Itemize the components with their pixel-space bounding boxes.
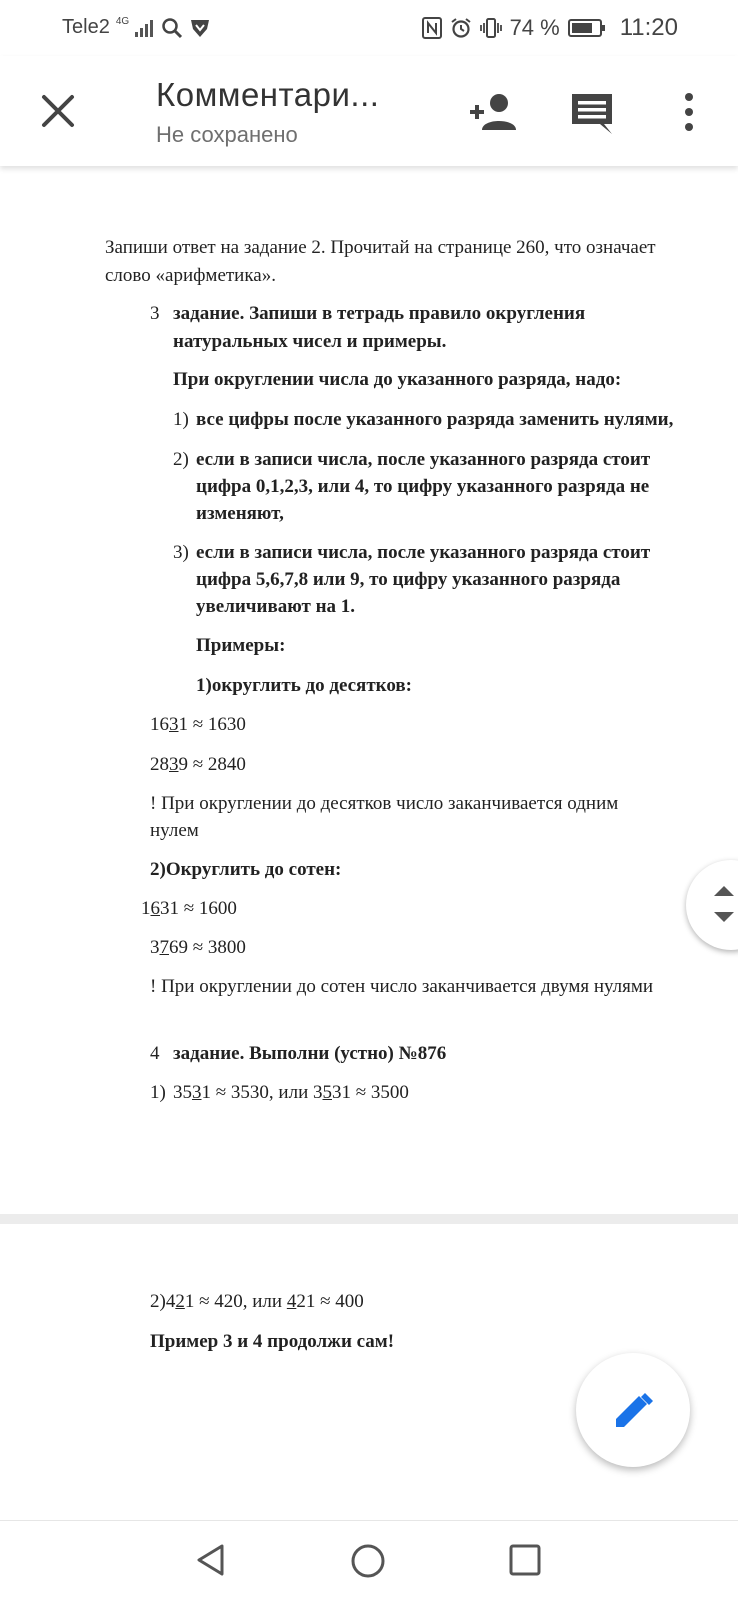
signal-icon xyxy=(135,19,155,37)
alarm-icon xyxy=(450,17,472,39)
shield-icon xyxy=(189,17,211,39)
share-button[interactable] xyxy=(468,92,518,132)
rule3-line-3: увеличивают на 1. xyxy=(196,596,356,617)
rule1-line-1: все цифры после указанного разряда заменить нулями, xyxy=(196,409,674,430)
close-button[interactable] xyxy=(38,91,78,131)
clock: 11:20 xyxy=(619,14,678,41)
page-separator xyxy=(0,1214,738,1224)
rule2-line-3: изменяют, xyxy=(196,503,284,524)
page2-final-note: Пример 3 и 4 продолжи сам! xyxy=(150,1331,395,1352)
more-options-button[interactable] xyxy=(682,92,696,132)
status-left xyxy=(62,16,211,39)
examples-heading: Примеры: xyxy=(196,635,286,656)
status-bar xyxy=(0,0,738,56)
save-status: Не сохранено xyxy=(156,122,298,147)
intro-line-2: слово «арифметика». xyxy=(105,265,276,286)
edit-pencil-icon xyxy=(613,1390,653,1430)
page2-example2: 2)421 ≈ 420, или 421 ≈ 400 xyxy=(150,1291,364,1312)
vibrate-icon xyxy=(480,17,502,39)
chevron-up-icon xyxy=(712,884,736,898)
chevron-down-icon xyxy=(712,910,736,924)
close-icon xyxy=(38,91,78,131)
task3-line-2: натуральных чисел и примеры. xyxy=(173,331,447,352)
example2a: 1631 ≈ 1600 xyxy=(141,898,237,919)
task4-number: 4 xyxy=(150,1043,160,1064)
network-type: 4G xyxy=(115,15,130,27)
task4-example1-number: 1) xyxy=(150,1082,166,1103)
rule1-number: 1) xyxy=(173,409,189,430)
edit-fab-button[interactable] xyxy=(576,1353,690,1467)
home-circle-icon[interactable] xyxy=(350,1543,386,1579)
battery-icon xyxy=(568,18,606,38)
comments-button[interactable] xyxy=(570,92,614,136)
task4-text: задание. Выполни (устно) №876 xyxy=(173,1043,447,1064)
example1-heading: 1)округлить до десятков: xyxy=(196,675,412,696)
rule3-line-1: если в записи числа, после указанного разряда стоит xyxy=(196,542,651,563)
system-nav-bar xyxy=(0,1520,738,1599)
rule2-line-1: если в записи числа, после указанного разряда стоит xyxy=(196,449,651,470)
task3-number: 3 xyxy=(150,303,160,324)
intro-line-1: Запиши ответ на задание 2. Прочитай на странице 260, что означает xyxy=(105,237,656,258)
comments-icon xyxy=(570,92,614,136)
task3-line-1: задание. Запиши в тетрадь правило округления xyxy=(173,303,586,324)
rule2-line-2: цифра 0,1,2,3, или 4, то цифру указанного разряда не xyxy=(196,476,650,497)
example2b: 3769 ≈ 3800 xyxy=(150,937,246,958)
rule3-number: 3) xyxy=(173,542,189,563)
document-page-1[interactable] xyxy=(0,168,738,1214)
add-person-icon xyxy=(468,92,518,132)
more-vert-icon xyxy=(682,92,696,132)
example1b: 2839 ≈ 2840 xyxy=(150,754,246,775)
task4-example1: 3531 ≈ 3530, или 3531 ≈ 3500 xyxy=(173,1082,409,1103)
note1-line-2: нулем xyxy=(150,820,199,841)
app-bar xyxy=(0,56,738,166)
rule3-line-2: цифра 5,6,7,8 или 9, то цифру указанного разряда xyxy=(196,569,621,590)
recent-square-icon[interactable] xyxy=(508,1543,542,1577)
document-title: Комментари... xyxy=(156,76,380,113)
search-icon xyxy=(161,17,183,39)
rule-intro: При округлении числа до указанного разряда, надо: xyxy=(173,369,622,390)
status-right xyxy=(422,14,678,42)
nfc-icon xyxy=(422,17,442,39)
note1-line-1: ! При округлении до десятков число заканчивается одним xyxy=(150,793,619,814)
example1a: 1631 ≈ 1630 xyxy=(150,714,246,735)
back-triangle-icon[interactable] xyxy=(194,1543,228,1577)
example2-heading: 2)Округлить до сотен: xyxy=(150,859,342,880)
rule2-number: 2) xyxy=(173,449,189,470)
battery-percent: 74 % xyxy=(509,15,560,40)
note2: ! При округлении до сотен число заканчивается двумя нулями xyxy=(150,976,654,997)
carrier-label: Tele2 xyxy=(62,16,110,38)
